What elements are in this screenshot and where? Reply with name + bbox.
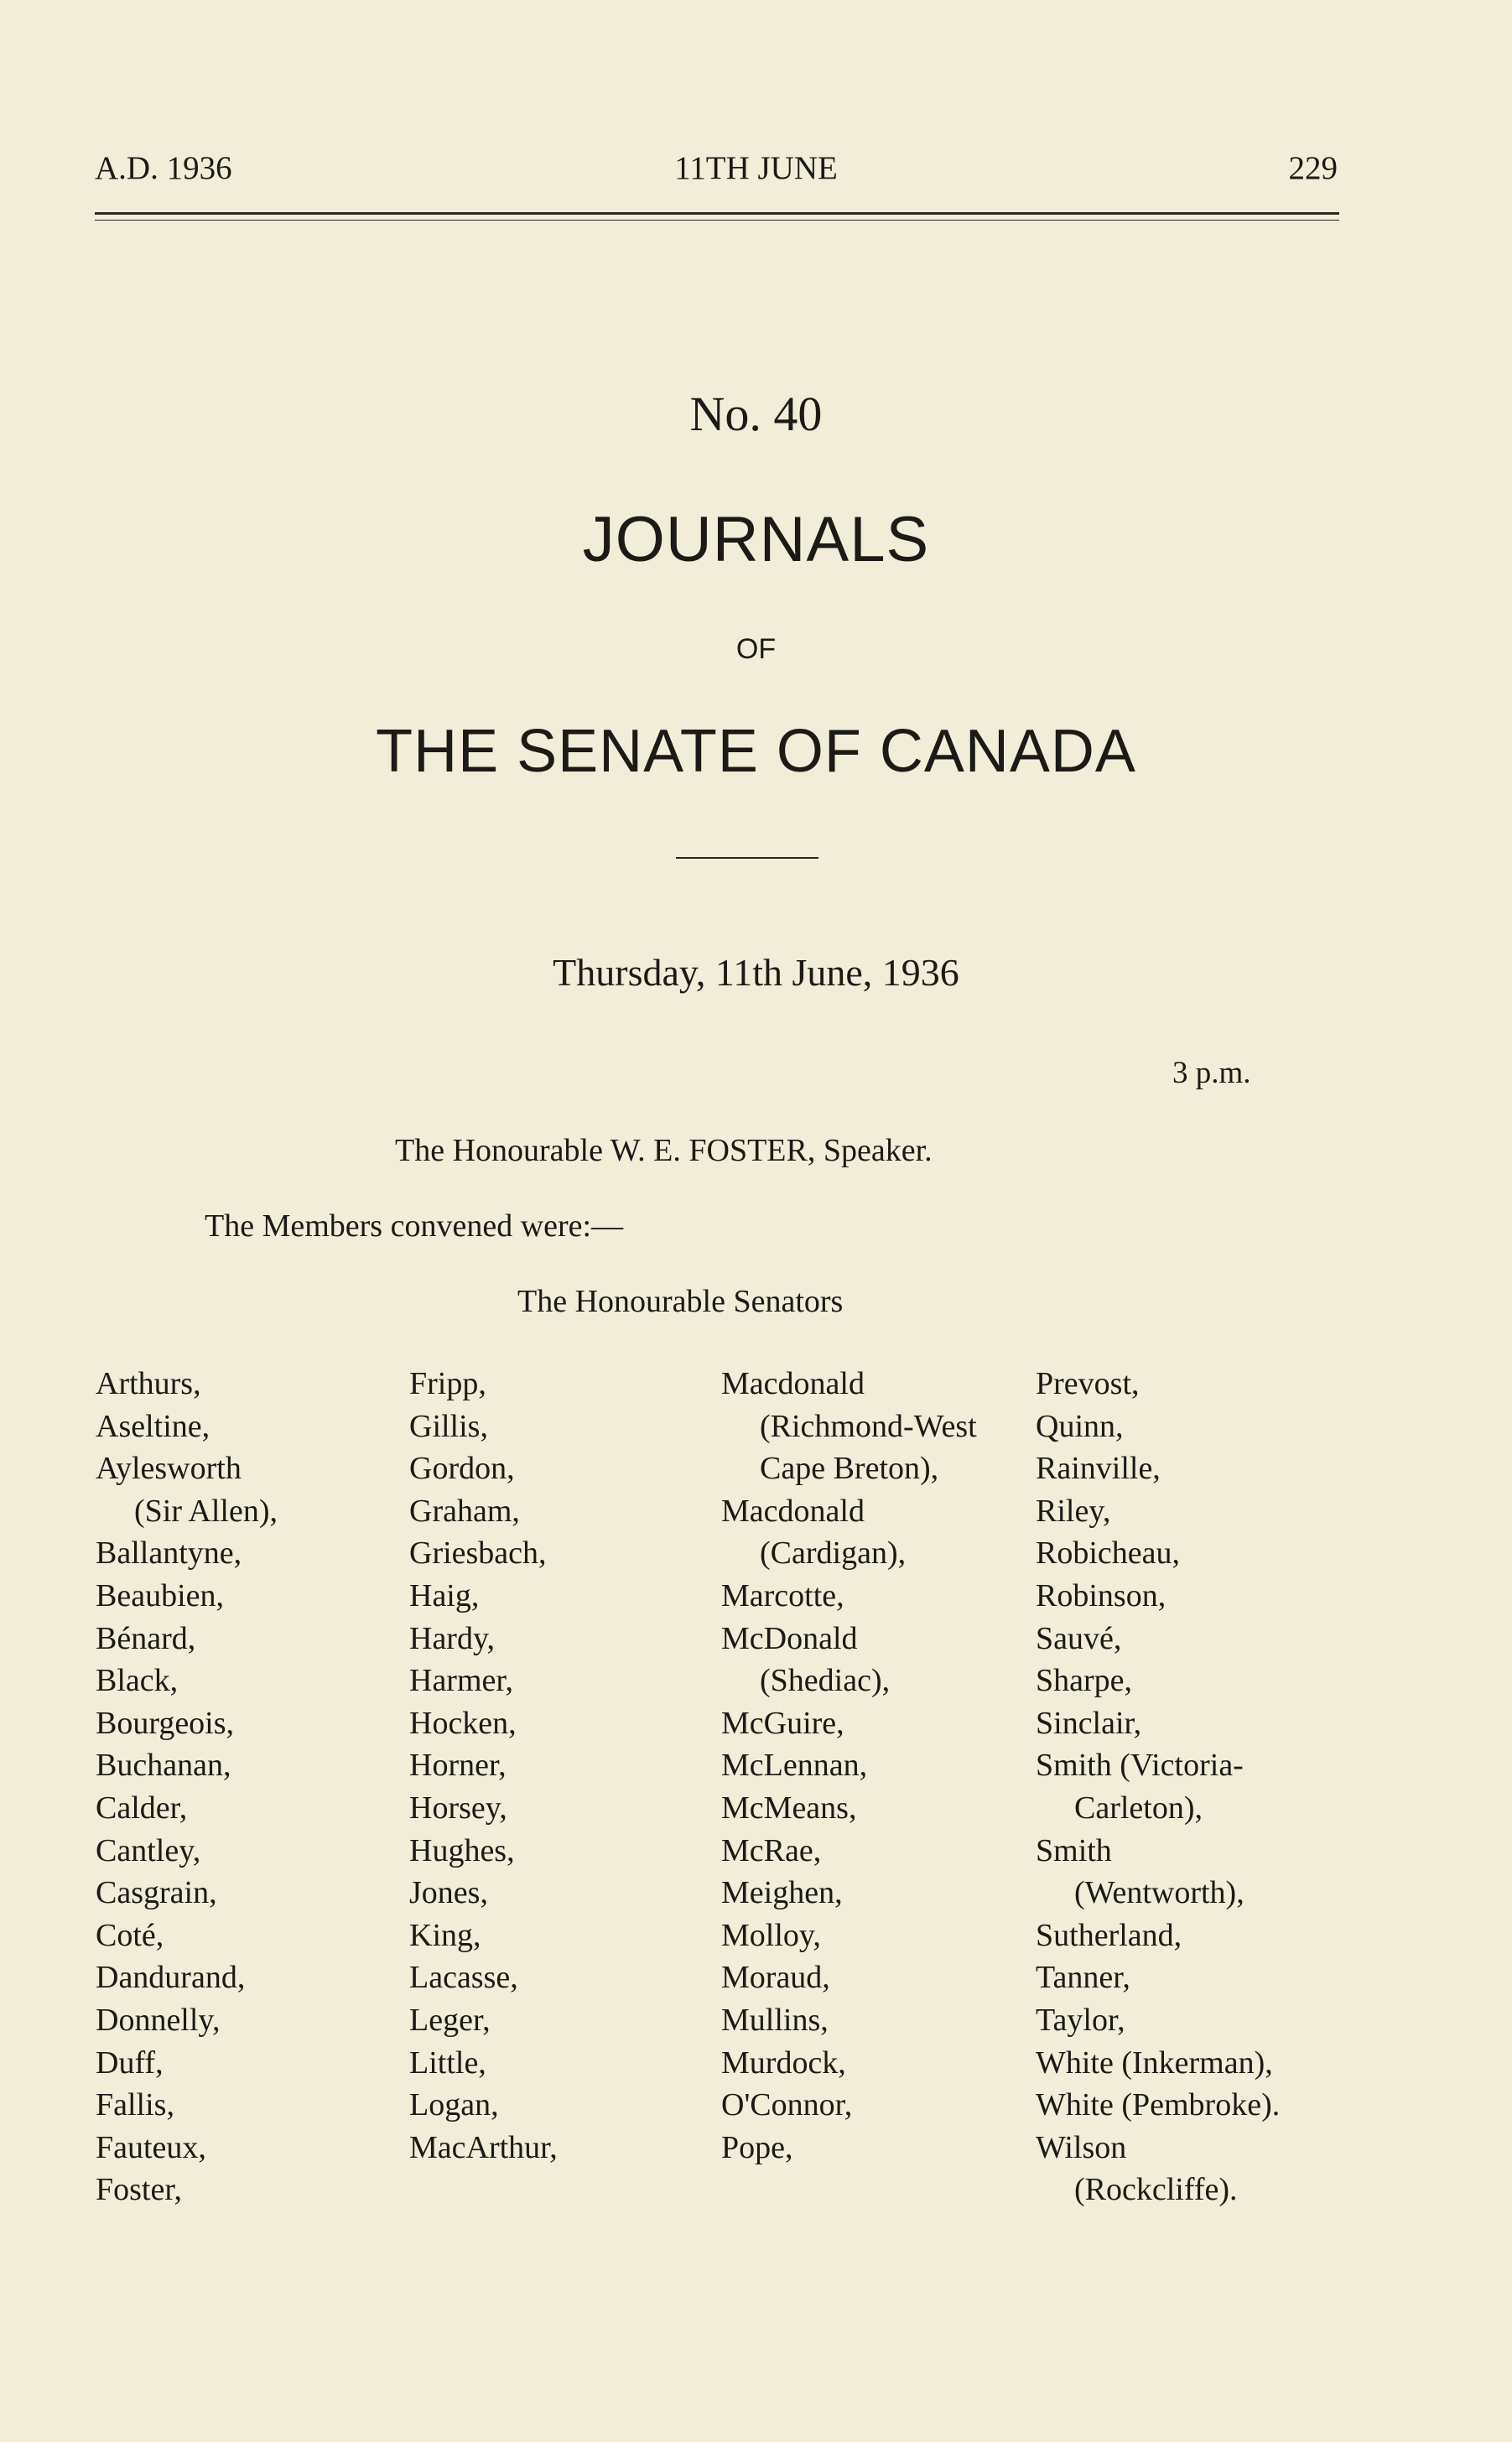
senator-name: Taylor, [1036, 2002, 1125, 2038]
senator-name: Fripp, [409, 1366, 486, 1401]
senator-name: Coté, [96, 1917, 164, 1953]
senator-name: Dandurand, [96, 1960, 246, 1996]
senator-name: Meighen, [721, 1875, 843, 1911]
senator-name: Harmer, [409, 1663, 514, 1699]
senator-name: Sauvé, [1036, 1620, 1122, 1656]
senator-name: Donnelly, [96, 2002, 221, 2038]
senator-name: Sharpe, [1036, 1663, 1133, 1699]
senator-name: McGuire, [721, 1705, 844, 1741]
journals-title: JOURNALS [582, 504, 930, 575]
senator-name: Marcotte, [721, 1577, 844, 1613]
senator-name: MacArthur, [409, 2129, 558, 2165]
senator-name: O'Connor, [721, 2087, 853, 2123]
senator-name: Cantley, [96, 1832, 201, 1868]
senator-name: Hardy, [409, 1620, 495, 1656]
senator-name: McDonald [721, 1620, 858, 1656]
senator-name: Logan, [409, 2087, 499, 2123]
header-date: 11TH JUNE [674, 150, 838, 186]
senator-name: Casgrain, [96, 1875, 217, 1911]
senator-name: King, [409, 1917, 481, 1953]
senator-name: Gordon, [409, 1451, 515, 1487]
of-label: OF [735, 633, 777, 665]
senators-column-4 [1036, 1363, 1280, 2211]
senator-name: Little, [409, 2045, 486, 2081]
senator-name: Hocken, [409, 1705, 517, 1741]
header-year: A.D. 1936 [95, 150, 232, 186]
senator-name: Black, [96, 1663, 179, 1699]
senator-name: Carleton), [1074, 1790, 1203, 1826]
senator-name: Robicheau, [1036, 1535, 1181, 1572]
sitting-date: Thursday, 11th June, 1936 [553, 951, 959, 994]
senator-name: (Sir Allen), [134, 1493, 278, 1529]
senator-name: Macdonald [721, 1366, 865, 1401]
senator-name: Horner, [409, 1748, 507, 1784]
senator-name: (Shediac), [760, 1663, 891, 1699]
senator-name: Riley, [1036, 1493, 1111, 1529]
senator-name: Murdock, [721, 2045, 846, 2081]
senator-name: Arthurs, [96, 1366, 201, 1401]
senator-name: (Cardigan), [760, 1535, 907, 1572]
page-number: 229 [1288, 150, 1338, 186]
senator-name: McRae, [721, 1832, 822, 1868]
senator-name: Beaubien, [96, 1577, 225, 1613]
senator-name: McLennan, [721, 1748, 868, 1784]
title-divider [676, 857, 818, 859]
senator-name: Tanner, [1036, 1960, 1130, 1996]
senator-name: Sinclair, [1036, 1705, 1142, 1741]
senator-name: Robinson, [1036, 1577, 1166, 1613]
senator-name: Fauteux, [96, 2129, 206, 2165]
senator-name: Mullins, [721, 2002, 829, 2038]
header-rule-thin [95, 220, 1339, 221]
senator-name: Rainville, [1036, 1451, 1161, 1487]
senator-name: Cape Breton), [760, 1451, 939, 1487]
senator-name: Sutherland, [1036, 1917, 1182, 1953]
senators-heading: The Honourable Senators [517, 1284, 844, 1319]
senator-name: Griesbach, [409, 1535, 547, 1572]
senator-name: Moraud, [721, 1960, 830, 1996]
senators-column-3 [721, 1363, 977, 2169]
senator-name: Hughes, [409, 1832, 515, 1868]
senator-name: Lacasse, [409, 1960, 518, 1996]
senator-name: (Wentworth), [1074, 1875, 1244, 1911]
senator-name: Foster, [96, 2172, 182, 2208]
senator-name: Pope, [721, 2129, 793, 2165]
sitting-time: 3 p.m. [1172, 1056, 1251, 1090]
senator-name: Smith (Victoria- [1036, 1748, 1244, 1784]
senator-name: Gillis, [409, 1408, 488, 1444]
senator-name: Prevost, [1036, 1366, 1140, 1401]
senator-name: Wilson [1036, 2129, 1127, 2165]
senator-name: Leger, [409, 2002, 491, 2038]
senator-name: McMeans, [721, 1790, 857, 1826]
senator-name: Graham, [409, 1493, 520, 1529]
senator-name: Horsey, [409, 1790, 507, 1826]
senator-name: Fallis, [96, 2087, 174, 2123]
senator-name: Ballantyne, [96, 1535, 242, 1572]
speaker-line: The Honourable W. E. FOSTER, Speaker. [395, 1133, 933, 1168]
senator-name: Bourgeois, [96, 1705, 235, 1741]
senator-name: Smith [1036, 1832, 1112, 1868]
senator-name: Bénard, [96, 1620, 196, 1656]
senator-name: (Rockcliffe). [1074, 2172, 1238, 2208]
senator-name: Calder, [96, 1790, 188, 1826]
senator-name: (Richmond-West [760, 1408, 977, 1444]
senators-column-2 [409, 1363, 558, 2169]
senator-name: Quinn, [1036, 1408, 1124, 1444]
journal-number: No. 40 [689, 387, 823, 441]
senator-name: Jones, [409, 1875, 488, 1911]
senator-name: Aseltine, [96, 1408, 210, 1444]
senator-name: Buchanan, [96, 1748, 231, 1784]
senator-name: Haig, [409, 1577, 480, 1613]
members-intro: The Members convened were:— [205, 1208, 624, 1244]
senators-column-1 [96, 1363, 278, 2211]
senator-name: Molloy, [721, 1917, 821, 1953]
senator-name: White (Inkerman), [1036, 2045, 1273, 2081]
senator-name: White (Pembroke). [1036, 2087, 1281, 2123]
senate-title: THE SENATE OF CANADA [376, 718, 1136, 785]
senator-name: Aylesworth [96, 1451, 242, 1487]
senator-name: Macdonald [721, 1493, 865, 1529]
senator-name: Duff, [96, 2045, 164, 2081]
header-rule-thick [95, 212, 1339, 215]
